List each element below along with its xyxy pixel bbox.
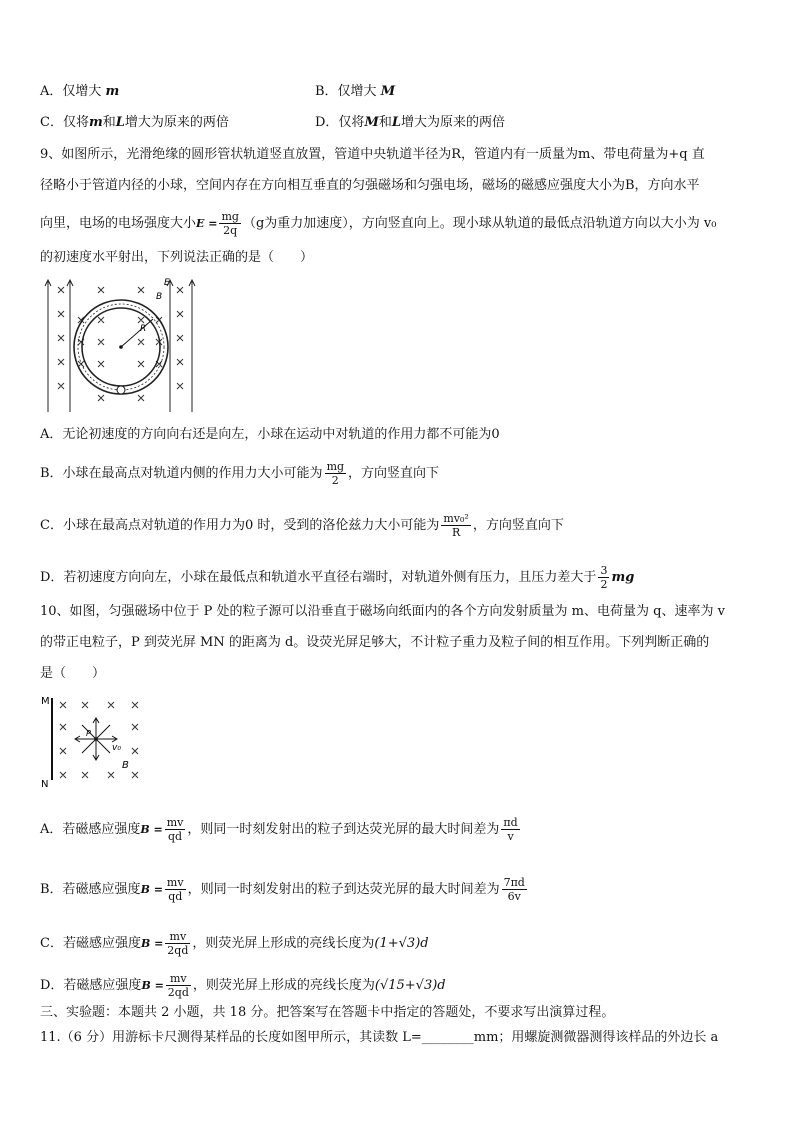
q9-field-fraction: $\frac{mg}{2q}$ [221,210,239,237]
q10-stem-line-3: 是（ ） [40,666,106,681]
q9-label-E: E [164,278,170,288]
q9-stem-line-3: 向里，电场的电场强度大小E = $\frac{mg}{2q}$ （g为重力加速度），方向竖直向上。现小球从轨道的最低点沿轨道方向以大小为 v₀ [40,210,717,237]
q10-option-b-fraction: $\frac{7\pi d}{6v}$ [503,876,525,903]
q10-label-v0: v₀ [112,743,121,753]
q9-ball [117,386,125,394]
q9-option-b: B．小球在最高点对轨道内侧的作用力大小可能为 $\frac{mg}{2}$ ，方向竖直向下 [40,460,440,487]
q8-option-c: C．仅将m和L增大为原来的两倍 [40,115,229,130]
q10-stem-line-2: 的带正电粒子，P 到荧光屏 MN 的距离为 d。设荧光屏足够大，不计粒子重力及粒子间的相互作用。下列判断正确的 [40,635,710,650]
q9-radius-line [121,319,153,347]
q10-stem-line-1: 10、如图，匀强磁场中位于 P 处的粒子源可以沿垂直于磁场向纸面内的各个方向发射质量为 m、电荷量为 q、速率为 v [40,604,725,619]
q9-option-d: D．若初速度方向向左，小球在最低点和轨道水平直径右端时，对轨道外侧有压力，且压力差大于 $\frac{3}{2}$ mg [40,564,635,591]
q9-figure [40,277,200,417]
q10-option-a-fraction: $\frac{\pi d}{v}$ [503,816,518,843]
q9-label-B: B [156,292,163,302]
q10-label-N: N [41,779,49,790]
q10-option-a: A．若磁感应强度B = $\frac{mv}{qd}$ ，则同一时刻发射出的粒子到达荧光屏的最大时间差为 $\frac{\pi d}{v}$ [40,816,518,843]
q9-option-a: A．无论初速度的方向向右还是向左，小球在运动中对轨道的作用力都不可能为0 [40,427,500,442]
q8-option-a: A．仅增大 m [40,84,120,99]
q10-option-a-B-fraction: $\frac{mv}{qd}$ [166,816,184,843]
q9-option-c: C．小球在最高点对轨道的作用力为0 时，受到的洛伦兹力大小可能为 $\frac{\text{mv₀²}}{R}$ ，方向竖直向下 [40,512,564,539]
q10-figure [38,692,158,792]
q9-stem-line-2: 径略小于管道内径的小球，空间内存在方向相互垂直的匀强磁场和匀强电场，磁场的磁感应强度大小为B，方向水平 [40,178,700,193]
q9-option-d-fraction: $\frac{3}{2}$ [600,564,608,591]
q10-option-b-B-fraction: $\frac{mv}{qd}$ [166,876,184,903]
q10-option-c-B-fraction: $\frac{mv}{2qd}$ [167,930,189,957]
q9-label-R: R [140,324,147,334]
q10-option-d: D．若磁感应强度B = $\frac{mv}{2qd}$ ，则荧光屏上形成的亮线长度为(√15+√3)d [40,972,446,999]
q10-option-b: B．若磁感应强度B = $\frac{mv}{qd}$ ，则同一时刻发射出的粒子到达荧光屏的最大时间差为 $\frac{7\pi d}{6v}$ [40,876,525,903]
q11-stem-line-1: 11.（6 分）用游标卡尺测得某样品的长度如图甲所示，其读数 L=________mm；用螺旋测微器测得该样品的外边长 a [40,1030,719,1045]
q9-stem-line-1: 9、如图所示，光滑绝缘的圆形管状轨道竖直放置，管道中央轨道半径为R，管道内有一质量为m、带电荷量为+q 直 [40,147,705,162]
q9-option-b-fraction: $\frac{mg}{2}$ [326,460,345,487]
section-3-heading: 三、实验题：本题共 2 小题，共 18 分。把答案写在答题卡中指定的答题处，不要求写出演算过程。 [40,1005,615,1020]
q10-option-d-B-fraction: $\frac{mv}{2qd}$ [167,972,189,999]
q10-label-P: P [86,729,91,738]
q9-stem-line-4: 的初速度水平射出，下列说法正确的是（ ） [40,250,314,265]
q10-label-M: M [41,696,50,707]
q8-option-d: D．仅将M和L增大为原来的两倍 [315,115,505,130]
q10-source-P [94,737,98,741]
q8-option-b: B．仅增大 M [315,84,396,99]
q10-label-B: B [122,760,129,771]
q10-option-c: C．若磁感应强度B = $\frac{mv}{2qd}$ ，则荧光屏上形成的亮线长度为(1+√3)d [40,930,429,957]
q9-option-c-fraction: $\frac{\text{mv₀²}}{R}$ [443,512,469,539]
